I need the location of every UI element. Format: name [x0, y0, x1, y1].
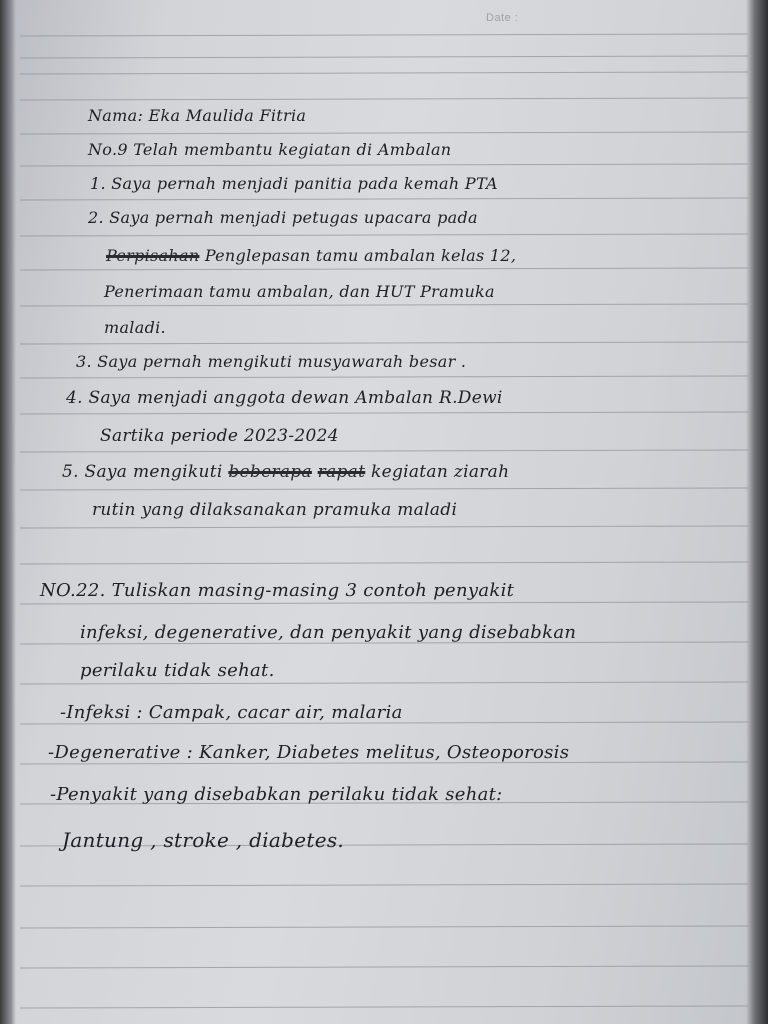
rule-line	[20, 488, 748, 490]
rule-line	[20, 602, 748, 604]
handwritten-line-item5	[62, 462, 509, 482]
rule-line	[20, 412, 748, 414]
rule-line	[20, 132, 748, 134]
rule-line	[20, 72, 748, 74]
handwritten-line-item4: 4. Saya menjadi anggota dewan Ambalan R.Dewi	[66, 388, 503, 408]
handwritten-line-perilaku: -Penyakit yang disebabkan perilaku tidak sehat:	[50, 784, 503, 805]
handwritten-line-no22-cont: infeksi, degenerative, dan penyakit yang disebabkan	[80, 622, 577, 643]
rule-line	[20, 884, 748, 886]
handwritten-line-no22: NO.22. Tuliskan masing-masing 3 contoh penyakit	[40, 580, 515, 601]
handwritten-line-perilaku-list: Jantung , stroke , diabetes.	[62, 828, 345, 852]
handwritten-line-item2-cont	[106, 246, 516, 265]
date-label: Date :	[486, 12, 519, 24]
rule-line	[20, 1006, 748, 1008]
rule-line	[20, 526, 748, 528]
rule-line	[20, 926, 748, 928]
handwritten-line-item5-cont: rutin yang dilaksanakan pramuka maladi	[92, 500, 458, 520]
handwritten-line-degenerative: -Degenerative : Kanker, Diabetes melitus, Osteoporosis	[48, 742, 570, 763]
rule-line	[20, 198, 748, 200]
rule-line	[20, 34, 748, 36]
handwritten-line-no22-cont2: perilaku tidak sehat.	[80, 660, 275, 681]
rule-line	[20, 966, 748, 968]
crossed-out-word: beberapa	[228, 462, 312, 482]
handwritten-line-item2-cont3: maladi.	[104, 318, 166, 337]
handwritten-line-item1: 1. Saya pernah menjadi panitia pada kemah PTA	[90, 174, 498, 193]
handwritten-line-item3: 3. Saya pernah mengikuti musyawarah besar .	[76, 352, 467, 371]
handwritten-line-item2: 2. Saya pernah menjadi petugas upacara pada	[88, 208, 478, 227]
rule-line	[20, 268, 748, 270]
handwritten-line-no9: No.9 Telah membantu kegiatan di Ambalan	[88, 140, 452, 159]
handwritten-line-item4-cont: Sartika periode 2023-2024	[100, 426, 339, 446]
rule-line	[20, 234, 748, 236]
crossed-out-word: Perpisahan	[106, 246, 200, 265]
crossed-out-word: rapat	[317, 462, 366, 482]
rule-line	[20, 164, 748, 166]
rule-line	[20, 98, 748, 100]
rule-line	[20, 450, 748, 452]
rule-line	[20, 376, 748, 378]
handwritten-line-item2-cont2: Penerimaan tamu ambalan, dan HUT Pramuka	[104, 282, 495, 301]
line-text: kegiatan ziarah	[370, 462, 510, 482]
rule-line	[20, 682, 748, 684]
rule-line	[20, 562, 748, 564]
line-text: 5. Saya mengikuti	[62, 462, 223, 482]
rule-line	[20, 342, 748, 344]
handwritten-line-infeksi: -Infeksi : Campak, cacar air, malaria	[60, 702, 403, 723]
line-text: Penglepasan tamu ambalan kelas 12,	[204, 246, 517, 265]
handwritten-line-name: Nama: Eka Maulida Fitria	[88, 106, 307, 125]
rule-line	[20, 304, 748, 306]
rule-line	[20, 56, 748, 58]
